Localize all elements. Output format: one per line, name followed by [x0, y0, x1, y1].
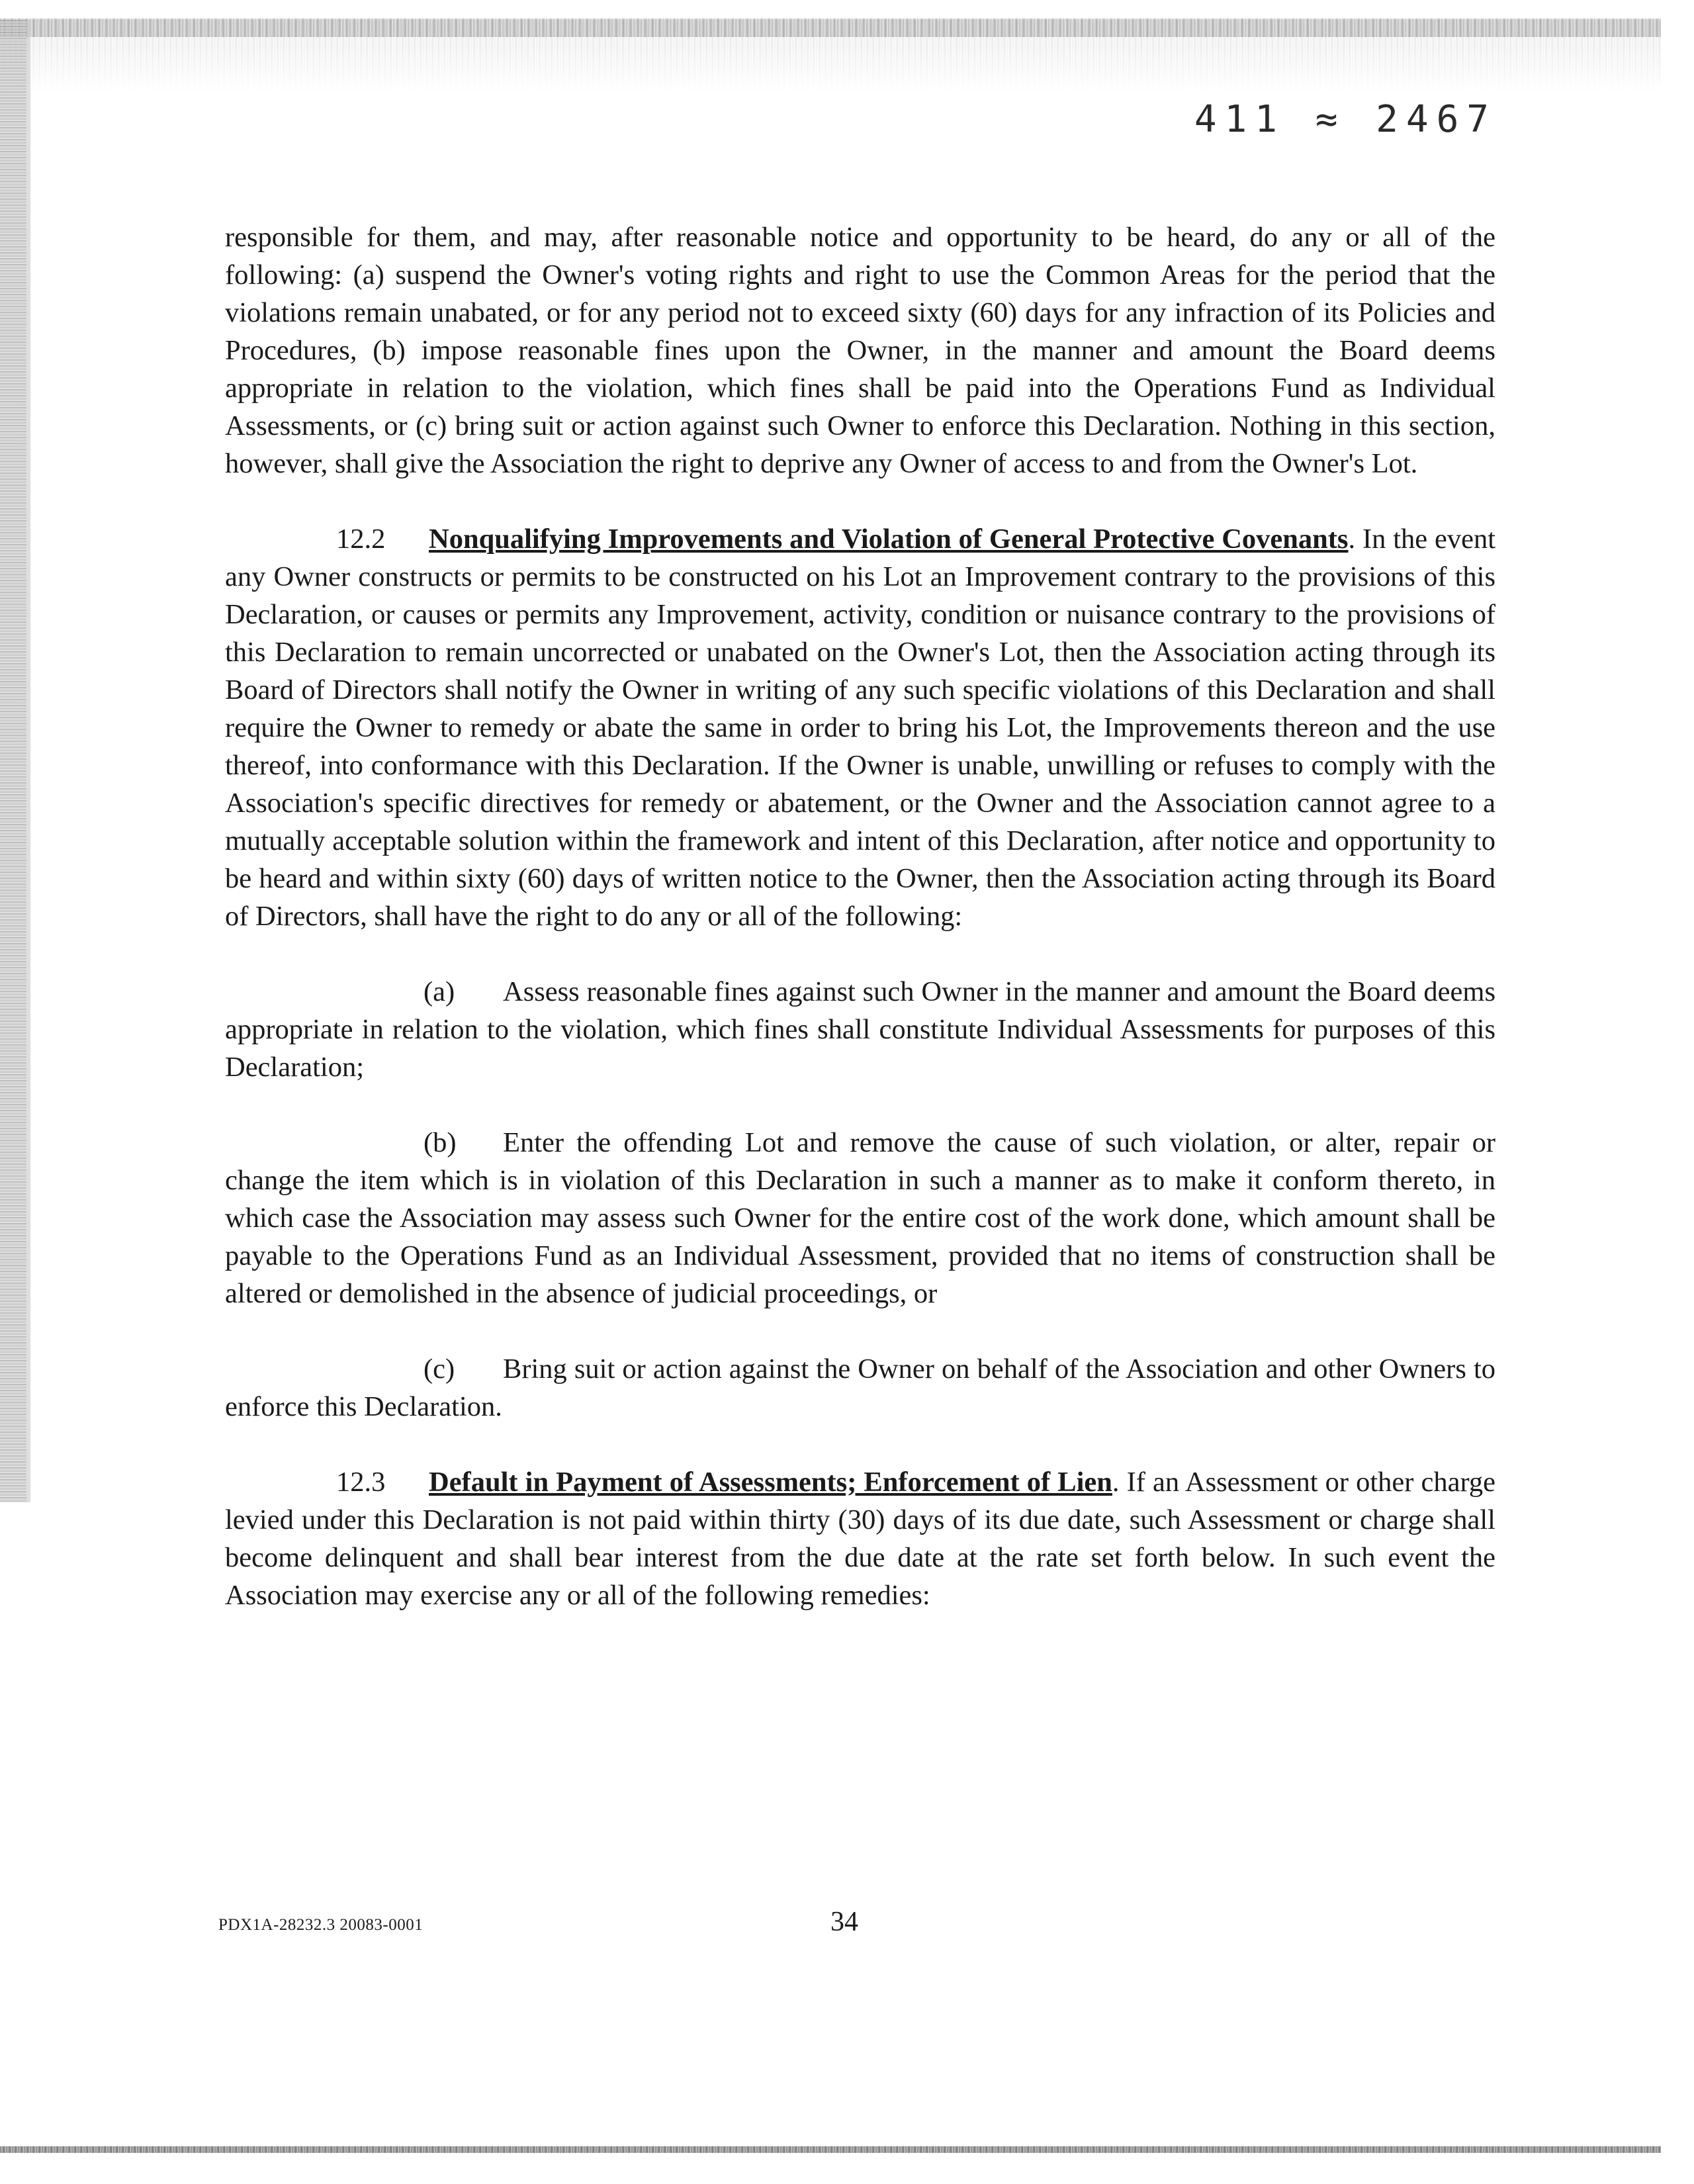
scan-edge-left [0, 20, 26, 1502]
section-12-3 [225, 1463, 1495, 1614]
spacer [225, 482, 1495, 520]
book-page-stamp: 411 ≈ 2467 [1194, 98, 1497, 141]
section-12-2-item-b [225, 1124, 1495, 1312]
section-12-3-number: 12.3 [336, 1467, 386, 1498]
footer-document-code: PDX1A-28232.3 20083-0001 [218, 1916, 424, 1934]
spacer [225, 935, 1495, 973]
scan-edge-top [0, 20, 1661, 93]
section-12-2-title-end: . [1348, 523, 1356, 555]
item-text: Assess reasonable fines against such Owner in the manner and amount the Board deems appropriate in relation to the violation, which fines shall constitute Individual Assessments for purposes of this Declaration; [225, 976, 1495, 1083]
spacer [225, 1426, 1495, 1463]
spacer [225, 1312, 1495, 1350]
document-body [225, 218, 1495, 1614]
section-12-2-item-a [225, 973, 1495, 1086]
footer-page-number: 34 [830, 1907, 858, 1937]
item-letter: (a) [424, 976, 455, 1007]
scan-edge-left-inner [26, 20, 30, 1502]
section-12-2 [225, 520, 1495, 935]
item-text: Enter the offending Lot and remove the cause of such violation, or alter, repair or change the item which is in violation of this Declaration in such a manner as to make it conform thereto, in which case the Association may assess such Owner for the entire cost of the work done, which amount shall be payable to the Operations Fund as an Individual Assessment, provided that no items of construction shall be altered or demolished in the absence of judicial proceedings, or [225, 1127, 1495, 1309]
section-12-2-item-c [225, 1350, 1495, 1426]
item-text: Bring suit or action against the Owner on behalf of the Association and other Owners to enforce this Declaration. [225, 1353, 1495, 1422]
section-12-2-title: Nonqualifying Improvements and Violation of General Protective Covenants [429, 523, 1349, 555]
item-letter: (c) [424, 1353, 455, 1385]
section-12-3-title: Default in Payment of Assessments; Enforcement of Lien [429, 1467, 1112, 1498]
section-12-3-body: If an Assessment or other charge levied under this Declaration is not paid within thirty (30) days of its due date, such Assessment or charge shall become delinquent and shall bear interest from the due date at the rate set forth below. In such event the Association may exercise any or all of the following remedies: [225, 1467, 1496, 1611]
section-12-2-number: 12.2 [336, 523, 386, 555]
paragraph-continuation: responsible for them, and may, after reasonable notice and opportunity to be heard, do any or all of the following: (a) suspend the Owner's voting rights and right to use the Common Areas for the period that the violations remain unabated, or for any period not to exceed sixty (60) days for any infraction of its Policies and Procedures, (b) impose reasonable fines upon the Owner, in the manner and amount the Board deems appropriate in relation to the violation, which fines shall be paid into the Operations Fund as Individual Assessments, or (c) bring suit or action against such Owner to enforce this Declaration. Nothing in this section, however, shall give the Association the right to deprive any Owner of access to and from the Owner's Lot. [225, 222, 1495, 479]
section-12-3-title-end: . [1112, 1467, 1120, 1498]
item-letter: (b) [424, 1127, 457, 1158]
section-12-2-body: In the event any Owner constructs or permits to be constructed on his Lot an Improvement contrary to the provisions of this Declaration, or causes or permits any Improvement, activity, condition or nuisance contrary to the provisions of this Declaration to remain uncorrected or unabated on the Owner's Lot, then the Association acting through its Board of Directors shall notify the Owner in writing of any such specific violations of this Declaration and shall require the Owner to remedy or abate the same in order to bring his Lot, the Improvements thereon and the use thereof, into conformance with this Declaration. If the Owner is unable, unwilling or refuses to comply with the Association's specific directives for remedy or abatement, or the Owner and the Association cannot agree to a mutually acceptable solution within the framework and intent of this Declaration, after notice and opportunity to be heard and within sixty (60) days of written notice to the Owner, then the Association acting through its Board of Directors, shall have the right to do any or all of the following: [225, 523, 1496, 932]
spacer [225, 1086, 1495, 1124]
scan-edge-bottom [0, 2146, 1661, 2153]
